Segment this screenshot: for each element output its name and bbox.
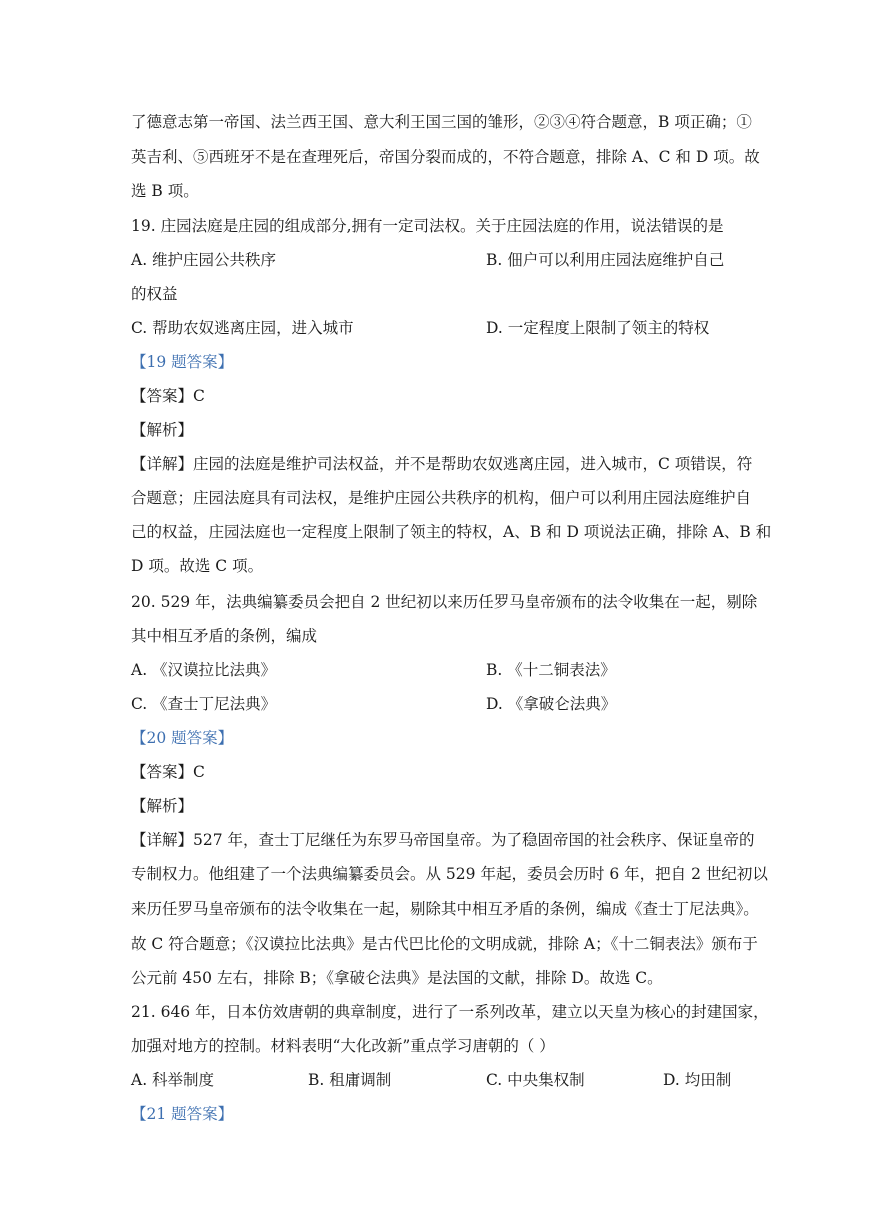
q20-option-c: C. 《查士丁尼法典》: [131, 695, 277, 713]
q20-stem-line-1: 20. 529 年，法典编纂委员会把自 2 世纪初以来历任罗马皇帝颁布的法令收集在一起，剔除: [131, 593, 758, 611]
q19-answer: 【答案】C: [131, 387, 205, 405]
q20-detail-line-4: 故 C 符合题意；《汉谟拉比法典》是古代巴比伦的文明成就，排除 A；《十二铜表法》颁布于: [131, 935, 758, 953]
q19-option-b: B. 佃户可以利用庄园法庭维护自己: [486, 251, 725, 269]
q21-option-c: C. 中央集权制: [486, 1071, 585, 1089]
intro-line-1: 了德意志第一帝国、法兰西王国、意大利王国三国的雏形，②③④符合题意，B 项正确；①: [131, 113, 752, 131]
q19-option-d: D. 一定程度上限制了领主的特权: [486, 319, 710, 337]
q20-detail-line-2: 专制权力。他组建了一个法典编纂委员会。从 529 年起，委员会历时 6 年，把自 2 世纪初以: [131, 865, 768, 883]
q21-option-d: D. 均田制: [663, 1071, 732, 1089]
q19-detail-line-3: 己的权益，庄园法庭也一定程度上限制了领主的特权，A、B 和 D 项说法正确，排除 A、B 和: [131, 523, 772, 541]
q20-detail-line-3: 来历任罗马皇帝颁布的法令收集在一起，剔除其中相互矛盾的条例，编成《查士丁尼法典》。: [131, 900, 759, 918]
q20-answer: 【答案】C: [131, 763, 205, 781]
q19-option-a: A. 维护庄园公共秩序: [131, 251, 277, 269]
q19-option-b-cont: 的权益: [131, 285, 178, 303]
q21-option-a: A. 科举制度: [131, 1071, 215, 1089]
q19-detail-line-2: 合题意；庄园法庭具有司法权，是维护庄园公共秩序的机构，佃户可以利用庄园法庭维护自: [131, 489, 752, 507]
q19-answer-tag: 【19 题答案】: [131, 353, 234, 371]
q20-option-d: D. 《拿破仑法典》: [486, 695, 617, 713]
intro-line-2: 英吉利、⑤西班牙不是在查理死后，帝国分裂而成的，不符合题意，排除 A、C 和 D 项。故: [131, 148, 760, 166]
q21-option-b: B. 租庸调制: [308, 1071, 392, 1089]
q20-analysis-tag: 【解析】: [131, 797, 194, 815]
q20-option-b: B. 《十二铜表法》: [486, 661, 616, 679]
q20-option-a: A. 《汉谟拉比法典》: [131, 661, 277, 679]
q19-stem: 19. 庄园法庭是庄园的组成部分,拥有一定司法权。关于庄园法庭的作用，说法错误的是: [131, 217, 724, 235]
intro-line-3: 选 B 项。: [131, 182, 199, 200]
q19-option-c: C. 帮助农奴逃离庄园，进入城市: [131, 319, 354, 337]
q21-stem-line-2: 加强对地方的控制。材料表明“大化改新”重点学习唐朝的（ ）: [131, 1037, 555, 1055]
q20-detail-line-1: 【详解】527 年，查士丁尼继任为东罗马帝国皇帝。为了稳固帝国的社会秩序、保证皇帝的: [131, 831, 755, 849]
q19-detail-line-1: 【详解】庄园的法庭是维护司法权益，并不是帮助农奴逃离庄园，进入城市，C 项错误，符: [131, 455, 753, 473]
q20-detail-line-5: 公元前 450 左右，排除 B；《拿破仑法典》是法国的文献，排除 D。故选 C。: [131, 969, 663, 987]
q21-answer-tag: 【21 题答案】: [131, 1105, 234, 1123]
q19-analysis-tag: 【解析】: [131, 421, 194, 439]
q19-detail-line-4: D 项。故选 C 项。: [131, 557, 264, 575]
q20-answer-tag: 【20 题答案】: [131, 729, 234, 747]
q21-stem-line-1: 21. 646 年，日本仿效唐朝的典章制度，进行了一系列改革，建立以天皇为核心的封建国家，: [131, 1003, 769, 1021]
q20-stem-line-2: 其中相互矛盾的条例，编成: [131, 627, 318, 645]
